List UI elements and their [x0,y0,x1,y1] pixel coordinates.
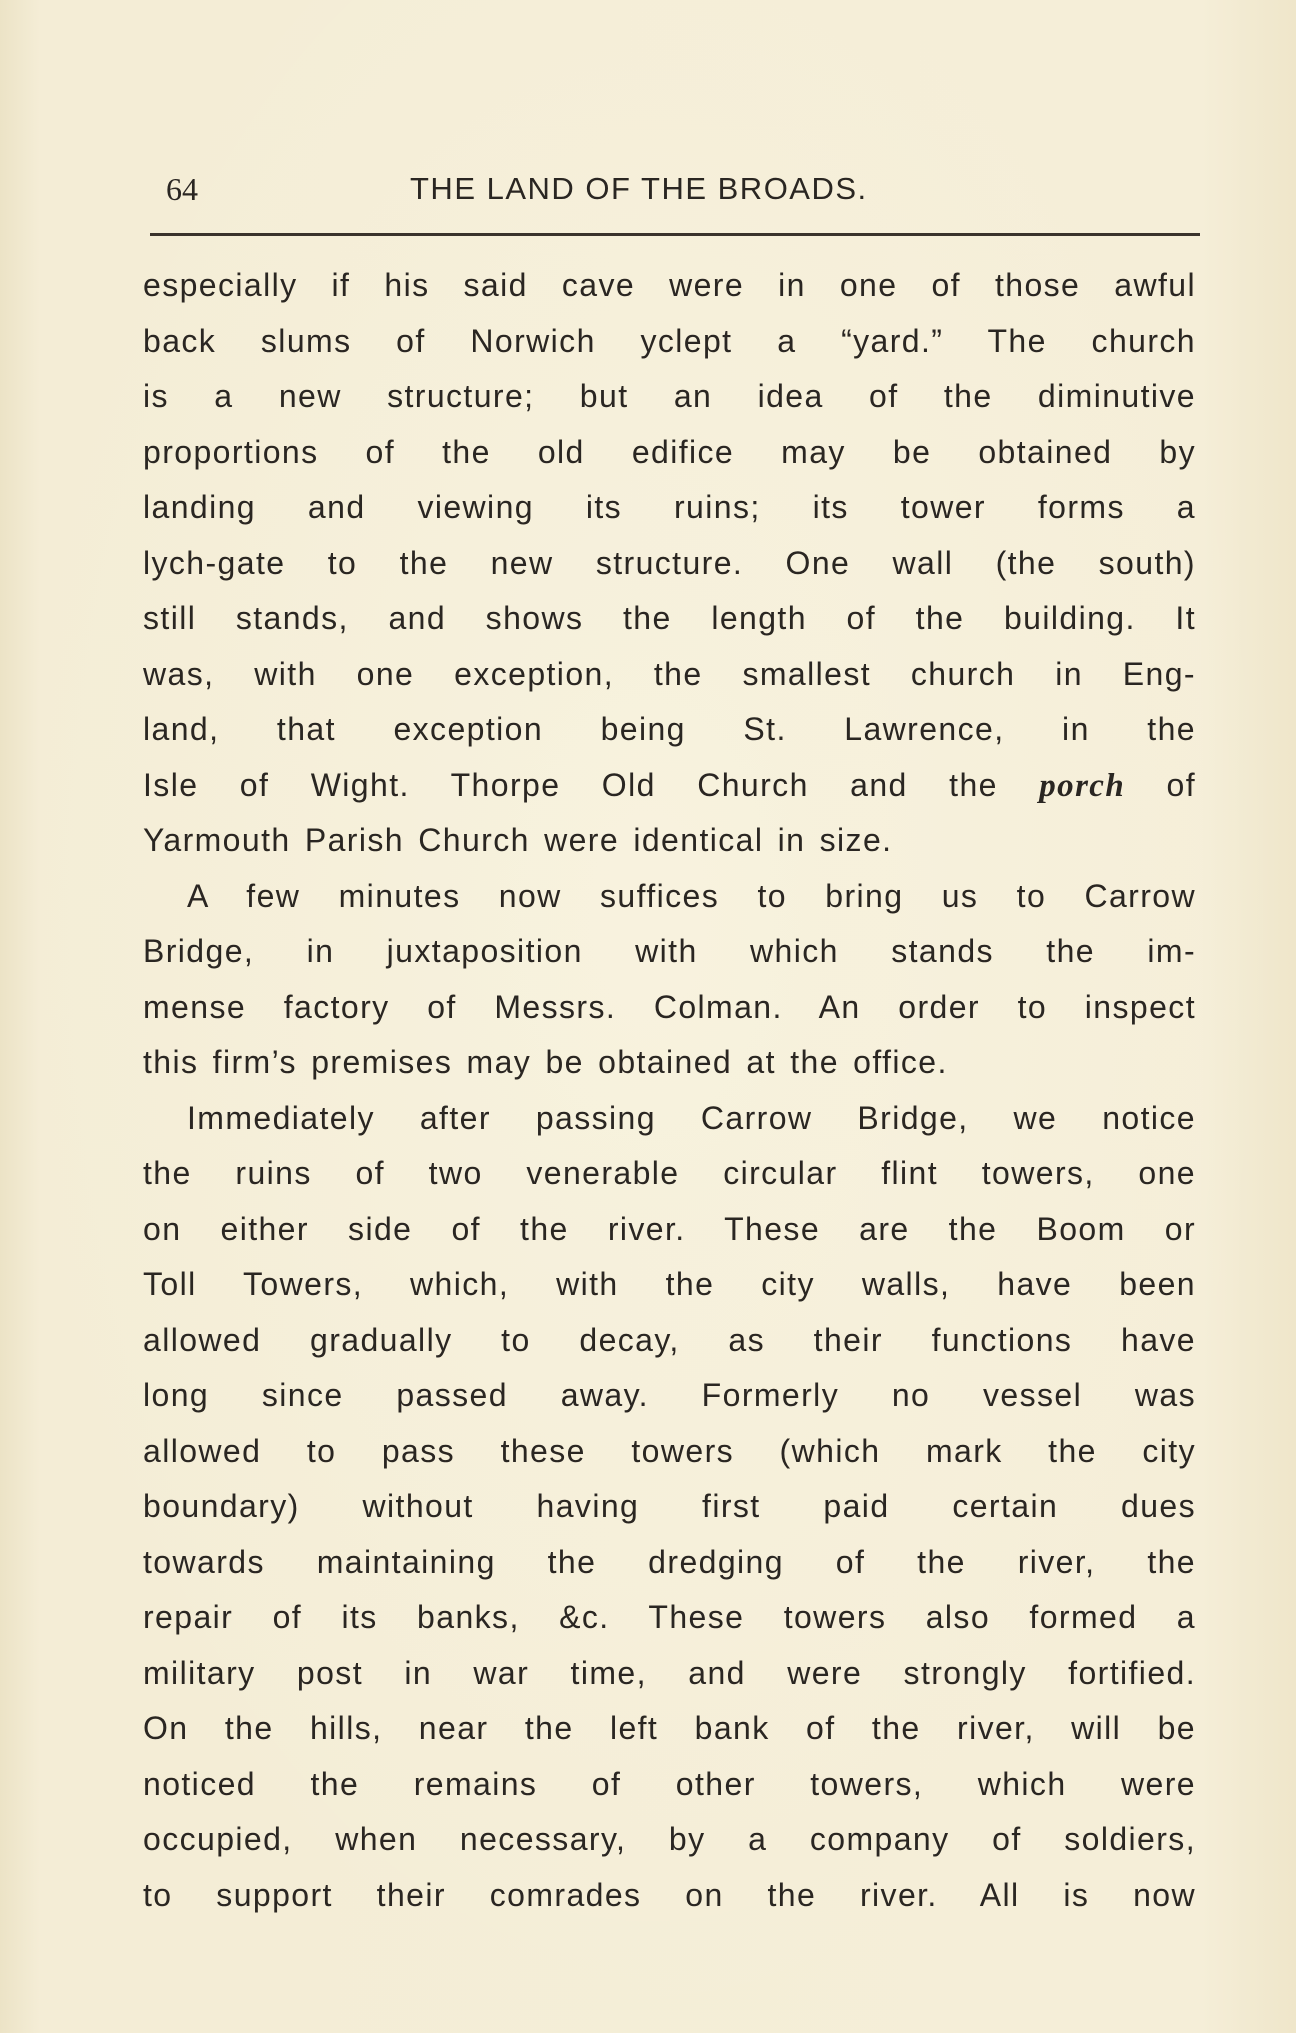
running-title: THE LAND OF THE BROADS. [410,171,868,206]
page-number: 64 [166,171,198,207]
text-line: towards maintaining the dredging of the river, the [143,1543,1196,1580]
paragraph-start-line: Immediately after passing Carrow Bridge, we notice [187,1099,1196,1136]
text-line: especially if his said cave were in one of those awful [143,267,1196,303]
text-line: occupied, when necessary, by a company of soldiers, [143,1821,1196,1857]
text-line: landing and viewing its ruins; its tower forms a [143,489,1196,525]
text-line: allowed gradually to decay, as their functions have [143,1321,1196,1358]
text-line: mense factory of Messrs. Colman. An order to inspect [143,988,1196,1025]
text-line: was, with one exception, the smallest church in Eng- [143,655,1196,692]
text-line: Yarmouth Parish Church were identical in size. [143,822,893,858]
text-line: repair of its banks, &c. These towers also formed a [143,1599,1196,1635]
text-segment: of [1125,766,1196,803]
text-line: lych-gate to the new structure. One wall (the south) [143,544,1196,581]
text-line: Toll Towers, which, with the city walls, have been [143,1266,1196,1302]
text-line-with-italic [143,758,1196,814]
text-line: boundary) without having first paid certain dues [143,1488,1196,1524]
text-line: on either side of the river. These are the Boom or [143,1210,1196,1247]
text-line: to support their comrades on the river. All is now [143,1876,1196,1913]
text-line: noticed the remains of other towers, which were [143,1765,1196,1802]
page-header [150,165,1200,213]
text-line: long since passed away. Formerly no vessel was [143,1377,1196,1413]
italic-word: porch [1039,767,1126,804]
text-line: allowed to pass these towers (which mark the city [143,1432,1196,1469]
text-line: On the hills, near the left bank of the river, will be [143,1710,1196,1746]
text-line: Bridge, in juxtaposition with which stands the im- [143,933,1196,969]
header-rule [150,233,1200,236]
body-text [143,258,1196,1923]
text-line: back slums of Norwich yclept a “yard.” The church [143,322,1196,359]
text-segment: Isle of Wight. Thorpe Old Church and the [143,766,1040,803]
text-line: is a new structure; but an idea of the diminutive [143,378,1196,414]
text-line: the ruins of two venerable circular flint towers, one [143,1155,1196,1191]
paragraph-start-line: A few minutes now suffices to bring us to Carrow [187,877,1196,914]
text-line: still stands, and shows the length of the building. It [143,600,1196,636]
text-line: this firm’s premises may be obtained at the office. [143,1044,948,1080]
text-line: proportions of the old edifice may be obtained by [143,433,1196,470]
text-line: military post in war time, and were strongly fortified. [143,1654,1196,1691]
text-line: land, that exception being St. Lawrence, in the [143,711,1196,747]
